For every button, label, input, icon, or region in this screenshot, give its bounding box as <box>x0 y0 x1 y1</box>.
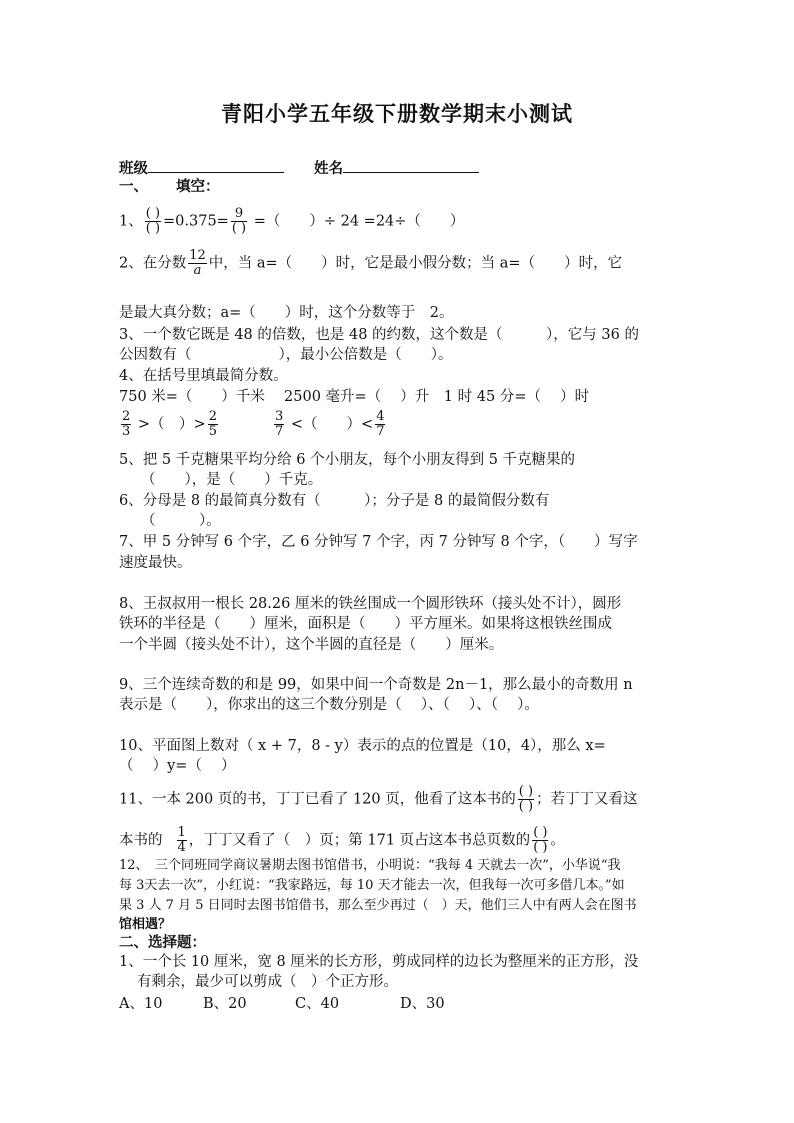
choice-1-line-2: 有剩余，最少可以剪成（ ）个正方形。 <box>137 974 398 990</box>
question-12-line-1: 12、 三个同班同学商议暑期去图书馆借书，小明说：“我每 4 天就去一次”，小华说“我 <box>119 858 621 873</box>
section-2-heading: 二、选择题： <box>119 934 206 951</box>
q1-suffix: =（ ）÷ 24 =24÷（ ） <box>249 213 465 230</box>
question-6-line-2: （ ）。 <box>141 513 221 529</box>
question-10-line-1: 10、平面图上数对（ x + 7，8 - y）表示的点的位置是（10，4），那么 x= <box>119 738 606 754</box>
question-4-line-2: 750 米=（ ）千米 2500 毫升=（ ）升 1 时 45 分=（ ）时 <box>119 389 590 405</box>
q1-number: 1、 <box>119 213 143 230</box>
option-b[interactable]: B、20 <box>203 996 247 1012</box>
question-2: 2、在分数 $\frac{12}{a}$ 中，当 a=（ ）时，它是最小假分数；当 a=（ ）时，它 <box>119 248 623 278</box>
q4-fraction-a: $\frac{2}{3}$ <box>122 409 131 439</box>
q11-fraction-1: $\frac{( )}{( )}$ <box>518 784 534 814</box>
choice-1-options <box>119 995 480 1013</box>
question-8-line-2: 铁环的半径是（ ）厘米，面积是（ ）平方厘米。如果将这根铁丝围成 <box>119 616 612 632</box>
question-11-line-2: 本书的 $\frac{1}{4}$ ，丁丁又看了（ ）页；第 171 页占这本书总页数的 $\frac{( )}{( )}$ 。 <box>119 825 565 855</box>
question-9-line-1: 9、三个连续奇数的和是 99，如果中间一个奇数是 2n－1，那么最小的奇数用 n <box>119 677 633 693</box>
class-blank[interactable] <box>148 158 284 173</box>
question-6-line-1: 6、分母是 8 的最简真分数有（ ）；分子是 8 的最简假分数有 <box>119 493 550 509</box>
q11-fraction-2: $\frac{1}{4}$ <box>177 825 186 855</box>
section-1-heading <box>119 178 220 196</box>
question-8-line-1: 8、王叔叔用一根长 28.26 厘米的铁丝围成一个圆形铁环（接头处不计），圆形 <box>119 596 622 612</box>
question-3-line-1: 3、一个数它既是 48 的倍数，也是 48 的约数，这个数是（ ），它与 36 的 <box>119 327 639 343</box>
name-label: 姓名 <box>314 160 343 177</box>
question-5-line-2: （ ），是（ ）千克。 <box>141 472 323 488</box>
question-7-line-1: 7、甲 5 分钟写 6 个字，乙 6 分钟写 7 个字，丙 7 分钟写 8 个字，（ ）写字 <box>119 534 638 550</box>
question-10-line-2: （ ）y=（ ） <box>119 758 236 774</box>
q1-fraction-1: $\frac{( )}{( )}$ <box>145 206 161 236</box>
option-a[interactable]: A、10 <box>119 996 163 1012</box>
q2-fraction: $\frac{12}{a}$ <box>189 248 206 278</box>
section-1-label: 填空： <box>176 178 220 195</box>
question-5-line-1: 5、把 5 千克糖果平均分给 6 个小朋友，每个小朋友得到 5 千克糖果的 <box>119 452 576 468</box>
q4-fraction-d: $\frac{4}{7}$ <box>376 409 385 439</box>
q1-middle: =0.375= <box>163 213 229 230</box>
question-12-line-4: 馆相遇？ <box>119 917 172 932</box>
q11-fraction-3: $\frac{( )}{( )}$ <box>533 825 548 855</box>
question-8-line-3: 一个半圆（接头处不计），这个半圆的直径是（ ）厘米。 <box>119 637 504 653</box>
name-blank[interactable] <box>343 158 479 173</box>
header-fields <box>119 158 479 178</box>
question-11-line-1: 11、一本 200 页的书，丁丁已看了 120 页，他看了这本书的 $\frac{( )}{( )}$ ；若丁丁又看这 <box>119 784 638 814</box>
class-label: 班级 <box>119 160 148 177</box>
question-7-line-2: 速度最快。 <box>119 555 192 571</box>
question-4-line-1: 4、在括号里填最简分数。 <box>119 368 288 384</box>
q4-fraction-c: $\frac{3}{7}$ <box>274 409 284 439</box>
q4-fraction-b: $\frac{2}{5}$ <box>208 409 217 439</box>
q1-fraction-2: $\frac{9}{( )}$ <box>231 206 247 236</box>
question-1 <box>119 207 464 236</box>
question-2-cont: 是最大真分数；a=（ ）时，这个分数等于 2。 <box>119 305 454 321</box>
page-title: 青阳小学五年级下册数学期末小测试 <box>221 101 573 126</box>
option-d[interactable]: D、30 <box>400 996 445 1012</box>
section-1-number: 一、 <box>119 178 148 195</box>
choice-1-line-1: 1、一个长 10 厘米，宽 8 厘米的长方形，剪成同样的边长为整厘米的正方形，没 <box>119 954 639 970</box>
question-12-line-2: 每 3天去一次”，小红说：“我家路远，每 10 天才能去一次，但我每一次可多借几本。”如 <box>119 878 625 893</box>
question-4-line-3: $\frac{2}{3}$ >（ ）> $\frac{2}{5}$ $\frac{3}{7}$ <（ ）< $\frac{4}{7}$ <box>122 409 385 439</box>
question-3-line-2: 公因数有（ ），最小公倍数是（ ）。 <box>119 347 453 363</box>
option-c[interactable]: C、40 <box>295 996 340 1012</box>
question-12-line-3: 果 3 人 7 月 5 日同时去图书馆借书，那么至少再过（ ）天，他们三人中有两人会在图书 <box>119 898 637 913</box>
question-9-line-2: 表示是（ ），你求出的这三个数分别是（ ）、（ ）、（ ）。 <box>119 697 539 713</box>
